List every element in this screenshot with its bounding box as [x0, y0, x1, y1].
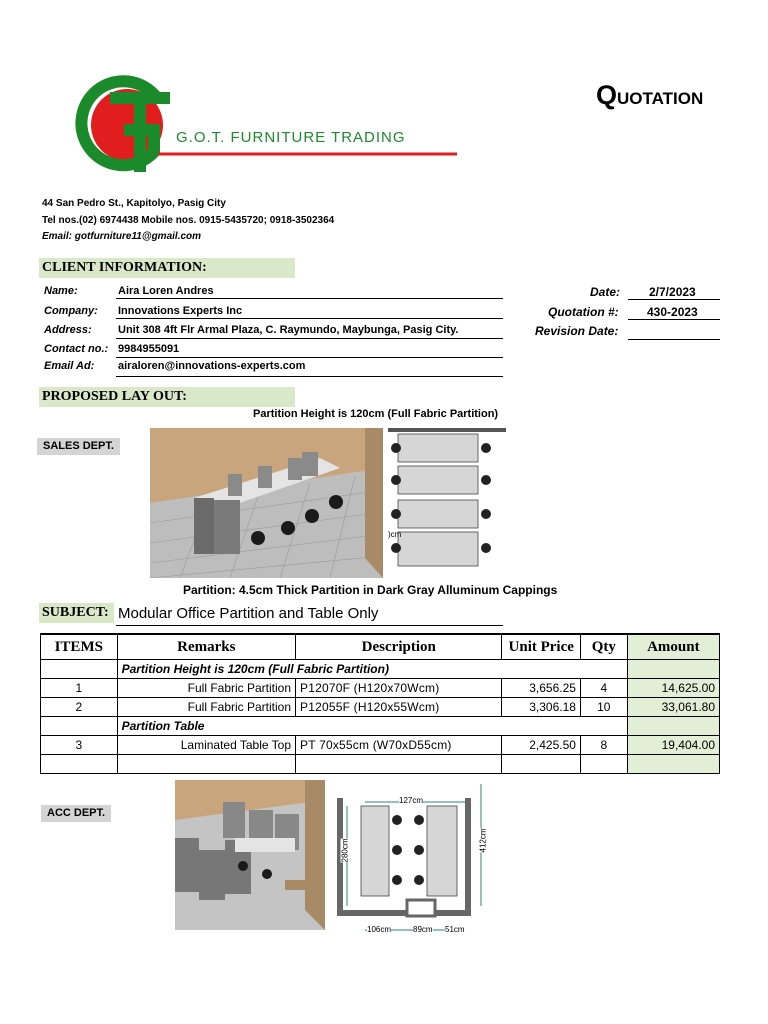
table-group-row: [41, 717, 720, 736]
cell-item: 3: [41, 736, 118, 755]
table-header-row: [41, 634, 720, 660]
cell-qty: 4: [580, 679, 627, 698]
table-group-row: [41, 660, 720, 679]
cell-remarks: Laminated Table Top: [117, 736, 295, 755]
cell-remarks: Full Fabric Partition: [117, 698, 295, 717]
table-row-empty: [41, 755, 720, 774]
table-row: [41, 679, 720, 698]
name-label: Name:: [44, 285, 78, 297]
dim-51: 51cm: [445, 925, 465, 934]
partition-height-note: Partition Height is 120cm (Full Fabric Partition): [253, 408, 499, 420]
title-initial: Q: [596, 80, 618, 110]
group-label: Partition Height is 120cm (Full Fabric Partition): [117, 660, 627, 679]
acc-dept-badge: ACC DEPT.: [41, 805, 111, 822]
contact-underline: [116, 357, 503, 358]
plan-cm-label: )cm: [388, 530, 402, 539]
client-company: Innovations Experts Inc: [118, 305, 243, 317]
date-label: Date:: [590, 285, 621, 299]
cell-qty: 8: [580, 736, 627, 755]
cell-empty: [627, 660, 719, 679]
company-label: Company:: [44, 305, 98, 317]
contact-label: Contact no.:: [44, 343, 109, 355]
quotation-underline: [628, 319, 720, 320]
cell-amount: 33,061.80: [627, 698, 719, 717]
client-address: Unit 308 4ft Flr Armal Plaza, C. Raymundo, Maybunga, Pasig City.: [118, 324, 459, 336]
sales-layout-render: [150, 428, 383, 578]
table-row: [41, 698, 720, 717]
cell-empty: [627, 755, 719, 774]
dim-127: 127cm: [399, 796, 424, 805]
address-label: Address:: [44, 324, 92, 336]
cell-empty: [117, 755, 295, 774]
cell-amount: 14,625.00: [627, 679, 719, 698]
email-underline: [116, 376, 503, 377]
partition-spec-note: Partition: 4.5cm Thick Partition in Dark Gray Alluminum Cappings: [183, 583, 558, 597]
cell-unit-price: 2,425.50: [502, 736, 580, 755]
company-logo: [62, 70, 462, 180]
email-label: Email Ad:: [44, 360, 95, 372]
quotation-label: Quotation #:: [548, 305, 619, 319]
cell-description: P12055F (H120x55Wcm): [296, 698, 502, 717]
col-unit-price: Unit Price: [502, 634, 580, 660]
client-contact: 9984955091: [118, 343, 180, 355]
cell-empty: [41, 755, 118, 774]
cell-amount: 19,404.00: [627, 736, 719, 755]
sales-dept-badge: SALES DEPT.: [37, 438, 120, 455]
subject-text: Modular Office Partition and Table Only: [118, 605, 379, 622]
col-remarks: Remarks: [117, 634, 295, 660]
subject-underline: [116, 625, 503, 626]
cell-empty: [41, 660, 118, 679]
cell-unit-price: 3,656.25: [502, 679, 580, 698]
date-underline: [628, 299, 720, 300]
cell-empty: [627, 717, 719, 736]
company-address: 44 San Pedro St., Kapitolyo, Pasig City: [42, 198, 226, 209]
cell-empty: [502, 755, 580, 774]
cell-empty: [296, 755, 502, 774]
revision-label: Revision Date:: [535, 324, 619, 338]
group-label: Partition Table: [117, 717, 627, 736]
company-tel: Tel nos.(02) 6974438 Mobile nos. 0915-5435720; 0918-3502364: [42, 215, 335, 226]
sales-floor-plan: [388, 428, 506, 578]
acc-floor-plan: [335, 780, 495, 940]
cell-item: 1: [41, 679, 118, 698]
cell-empty: [41, 717, 118, 736]
col-amount: Amount: [627, 634, 719, 660]
company-name: G.O.T. FURNITURE TRADING: [176, 129, 406, 146]
cell-empty: [580, 755, 627, 774]
date-value: 2/7/2023: [649, 285, 696, 299]
title-rest: UOTATION: [617, 89, 704, 108]
layout-header: PROPOSED LAY OUT:: [39, 387, 295, 407]
col-description: Description: [296, 634, 502, 660]
cell-item: 2: [41, 698, 118, 717]
company-underline: [116, 318, 503, 319]
client-info-header: CLIENT INFORMATION:: [39, 258, 295, 278]
acc-layout-render: [175, 780, 325, 930]
quotation-number: 430-2023: [647, 305, 698, 319]
client-email: airaloren@innovations-experts.com: [118, 360, 306, 372]
cell-unit-price: 3,306.18: [502, 698, 580, 717]
col-qty: Qty: [580, 634, 627, 660]
quotation-table: [40, 633, 720, 774]
client-name: Aira Loren Andres: [118, 285, 214, 297]
dim-412: 412cm: [478, 828, 488, 853]
subject-header: SUBJECT:: [39, 603, 114, 623]
cell-description: PT 70x55cm (W70xD55cm): [296, 736, 502, 755]
dim-89: 89cm: [413, 925, 433, 934]
col-items: ITEMS: [41, 634, 118, 660]
revision-underline: [628, 339, 720, 340]
page-title: [596, 80, 703, 111]
dim-106: 106cm: [367, 925, 392, 934]
name-underline: [116, 298, 503, 299]
cell-description: P12070F (H120x70Wcm): [296, 679, 502, 698]
table-row: [41, 736, 720, 755]
cell-qty: 10: [580, 698, 627, 717]
company-email: Email: gotfurniture11@gmail.com: [42, 231, 202, 242]
cell-remarks: Full Fabric Partition: [117, 679, 295, 698]
dim-280: 280cm: [340, 838, 350, 863]
address-underline: [116, 338, 503, 339]
